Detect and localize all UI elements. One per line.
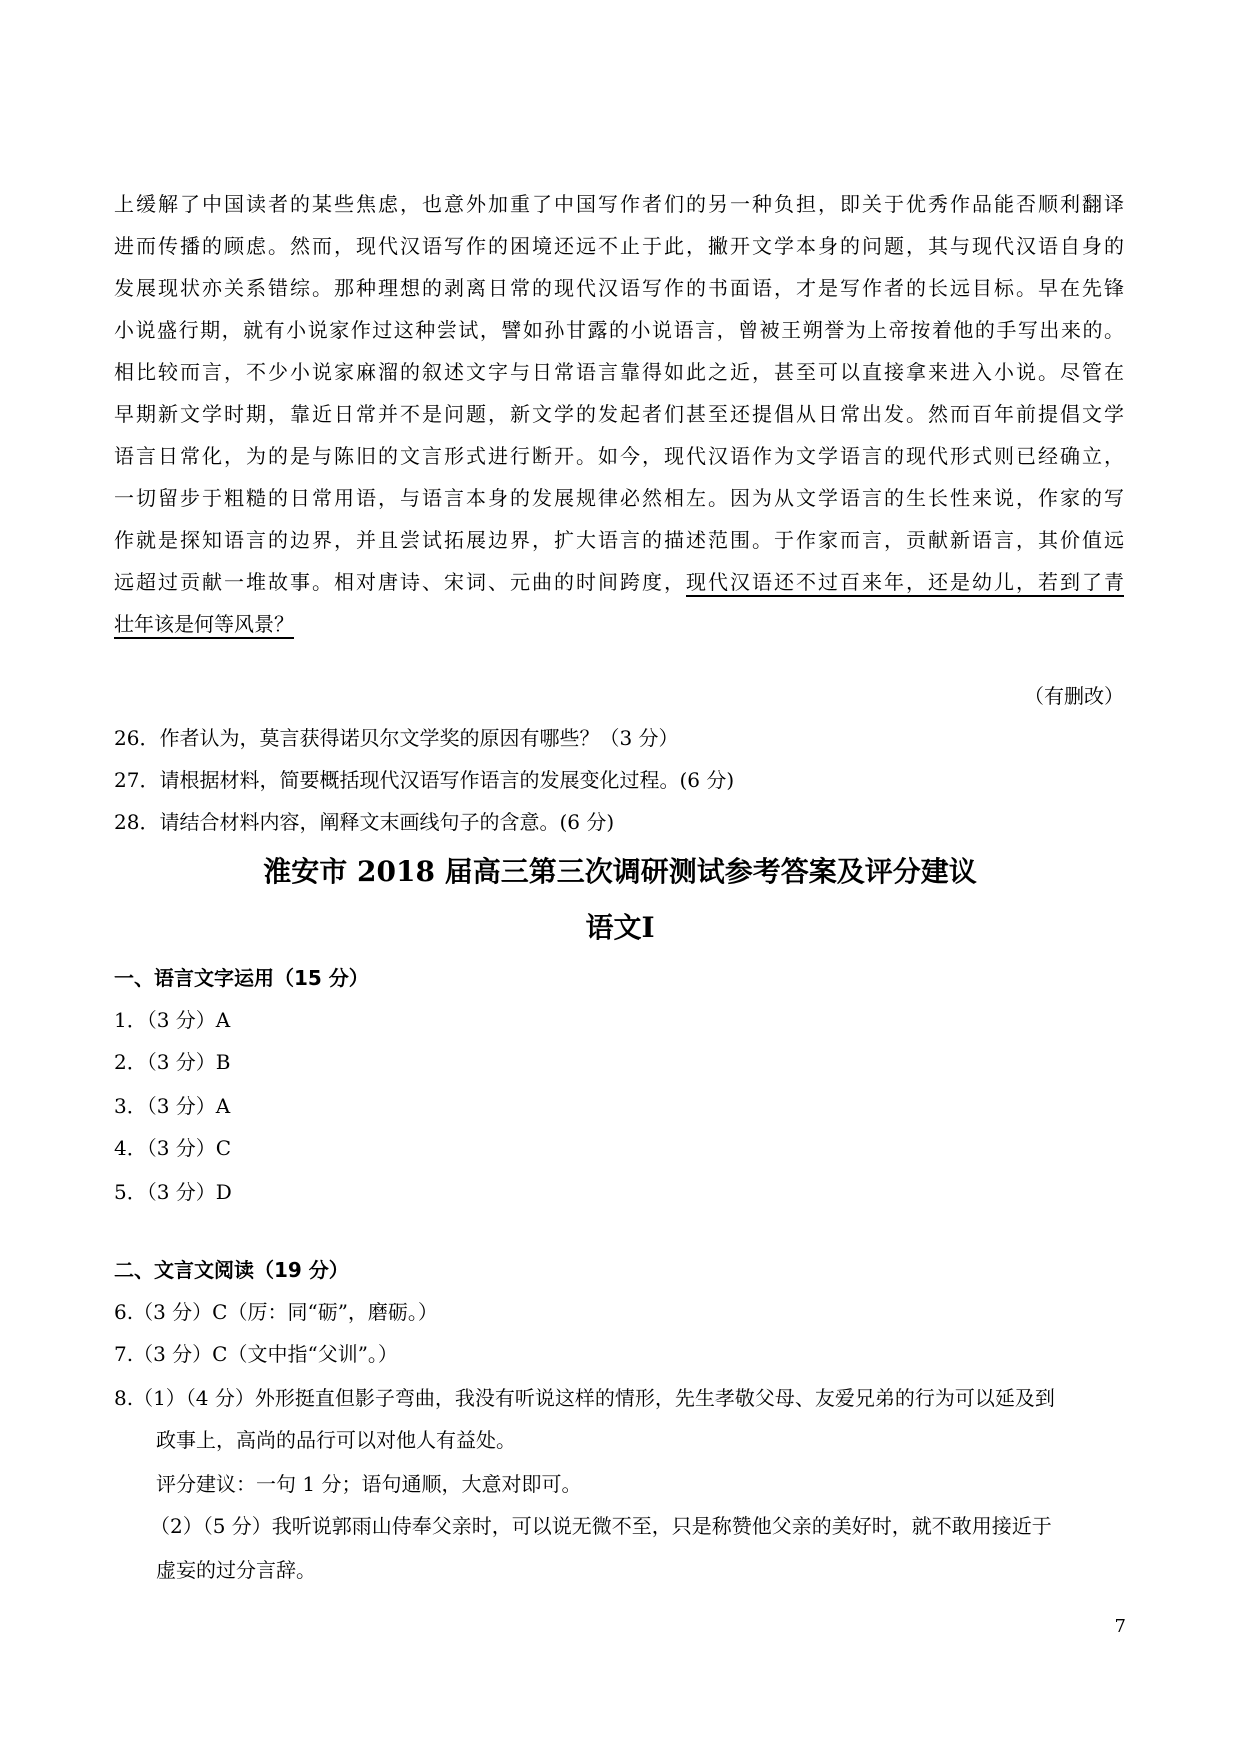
answer-item: 4．（3 分）C — [114, 1136, 232, 1160]
passage-line: 相比较而言，不少小说家麻溜的叙述文字与日常语言靠得如此之近，甚至可以直接拿来进入小说。尽管在 — [114, 360, 1124, 384]
answer-item-7: 7.（3 分）C（文中指“父训”。） — [114, 1342, 398, 1366]
question-27: 27．请根据材料，简要概括现代汉语写作语言的发展变化过程。(6 分) — [114, 768, 735, 792]
answer-item-8-1: 8.（1）（4 分）外形挺直但影子弯曲，我没有听说这样的情形，先生孝敬父母、友爱兄弟的行为可以延及到 — [114, 1386, 1055, 1410]
passage-line: 上缓解了中国读者的某些焦虑，也意外加重了中国写作者们的另一种负担，即关于优秀作品能否顺利翻译 — [114, 192, 1124, 216]
passage-line: 小说盛行期，就有小说家作过这种尝试，譬如孙甘露的小说语言，曾被王朔誉为上帝按着他的手写出来的。 — [114, 318, 1124, 342]
answer-item: 3．（3 分）A — [114, 1094, 231, 1118]
answer-item: 5．（3 分）D — [114, 1180, 232, 1204]
passage-line: 进而传播的顾虑。然而，现代汉语写作的困境还远不止于此，撇开文学本身的问题，其与现代汉语自身的 — [114, 234, 1124, 258]
passage-line: 语言日常化，为的是与陈旧的文言形式进行断开。如今，现代汉语作为文学语言的现代形式则已经确立， — [114, 444, 1124, 468]
passage-line: 早期新文学时期，靠近日常并不是问题，新文学的发起者们甚至还提倡从日常出发。然而百年前提倡文学 — [114, 402, 1124, 426]
answer-key-title: 淮安市 2018 届高三第三次调研测试参考答案及评分建议 — [263, 855, 977, 888]
passage-line: 发展现状亦关系错综。那种理想的剥离日常的现代汉语写作的书面语，才是写作者的长远目标。早在先锋 — [114, 276, 1124, 300]
passage-text: 远超过贡献一堆故事。相对唐诗、宋词、元曲的时间跨度， — [114, 570, 686, 594]
scoring-note: 评分建议：一句 1 分；语句通顺，大意对即可。 — [156, 1472, 582, 1496]
underlined-sentence: 壮年该是何等风景？ — [114, 612, 294, 636]
answer-item-8-2: （2）（5 分）我听说郭雨山侍奉父亲时，可以说无微不至，只是称赞他父亲的美好时，就不敢用接近于 — [150, 1514, 1052, 1538]
passage-line: 一切留步于粗糙的日常用语，与语言本身的发展规律必然相左。因为从文学语言的生长性来说，作家的写 — [114, 486, 1124, 510]
answer-item-8-2-continued: 虚妄的过分言辞。 — [156, 1558, 316, 1582]
source-note: （有删改） — [1024, 684, 1124, 708]
answer-item: 2．（3 分）B — [114, 1050, 231, 1074]
subject-title: 语文Ⅰ — [585, 911, 655, 944]
passage-line: 作就是探知语言的边界，并且尝试拓展边界，扩大语言的描述范围。于作家而言，贡献新语言，其价值远 — [114, 528, 1124, 552]
section-heading-classical-chinese: 二、文言文阅读（19 分） — [114, 1258, 349, 1282]
question-28: 28．请结合材料内容，阐释文末画线句子的含意。(6 分) — [114, 810, 615, 834]
answer-item: 1．（3 分）A — [114, 1008, 231, 1032]
passage-line-with-underline — [114, 568, 1124, 596]
answer-item-8-1-continued: 政事上，高尚的品行可以对他人有益处。 — [156, 1428, 516, 1452]
answer-item-6: 6.（3 分）C（厉：同“砺”，磨砺。） — [114, 1300, 438, 1324]
underlined-sentence: 现代汉语还不过百来年，还是幼儿，若到了青 — [686, 570, 1124, 594]
page-number: 7 — [1114, 1616, 1126, 1637]
question-26: 26．作者认为，莫言获得诺贝尔文学奖的原因有哪些？（3 分） — [114, 726, 679, 750]
section-heading-language-use: 一、语言文字运用（15 分） — [114, 966, 369, 990]
passage-line-underlined — [114, 610, 1124, 638]
